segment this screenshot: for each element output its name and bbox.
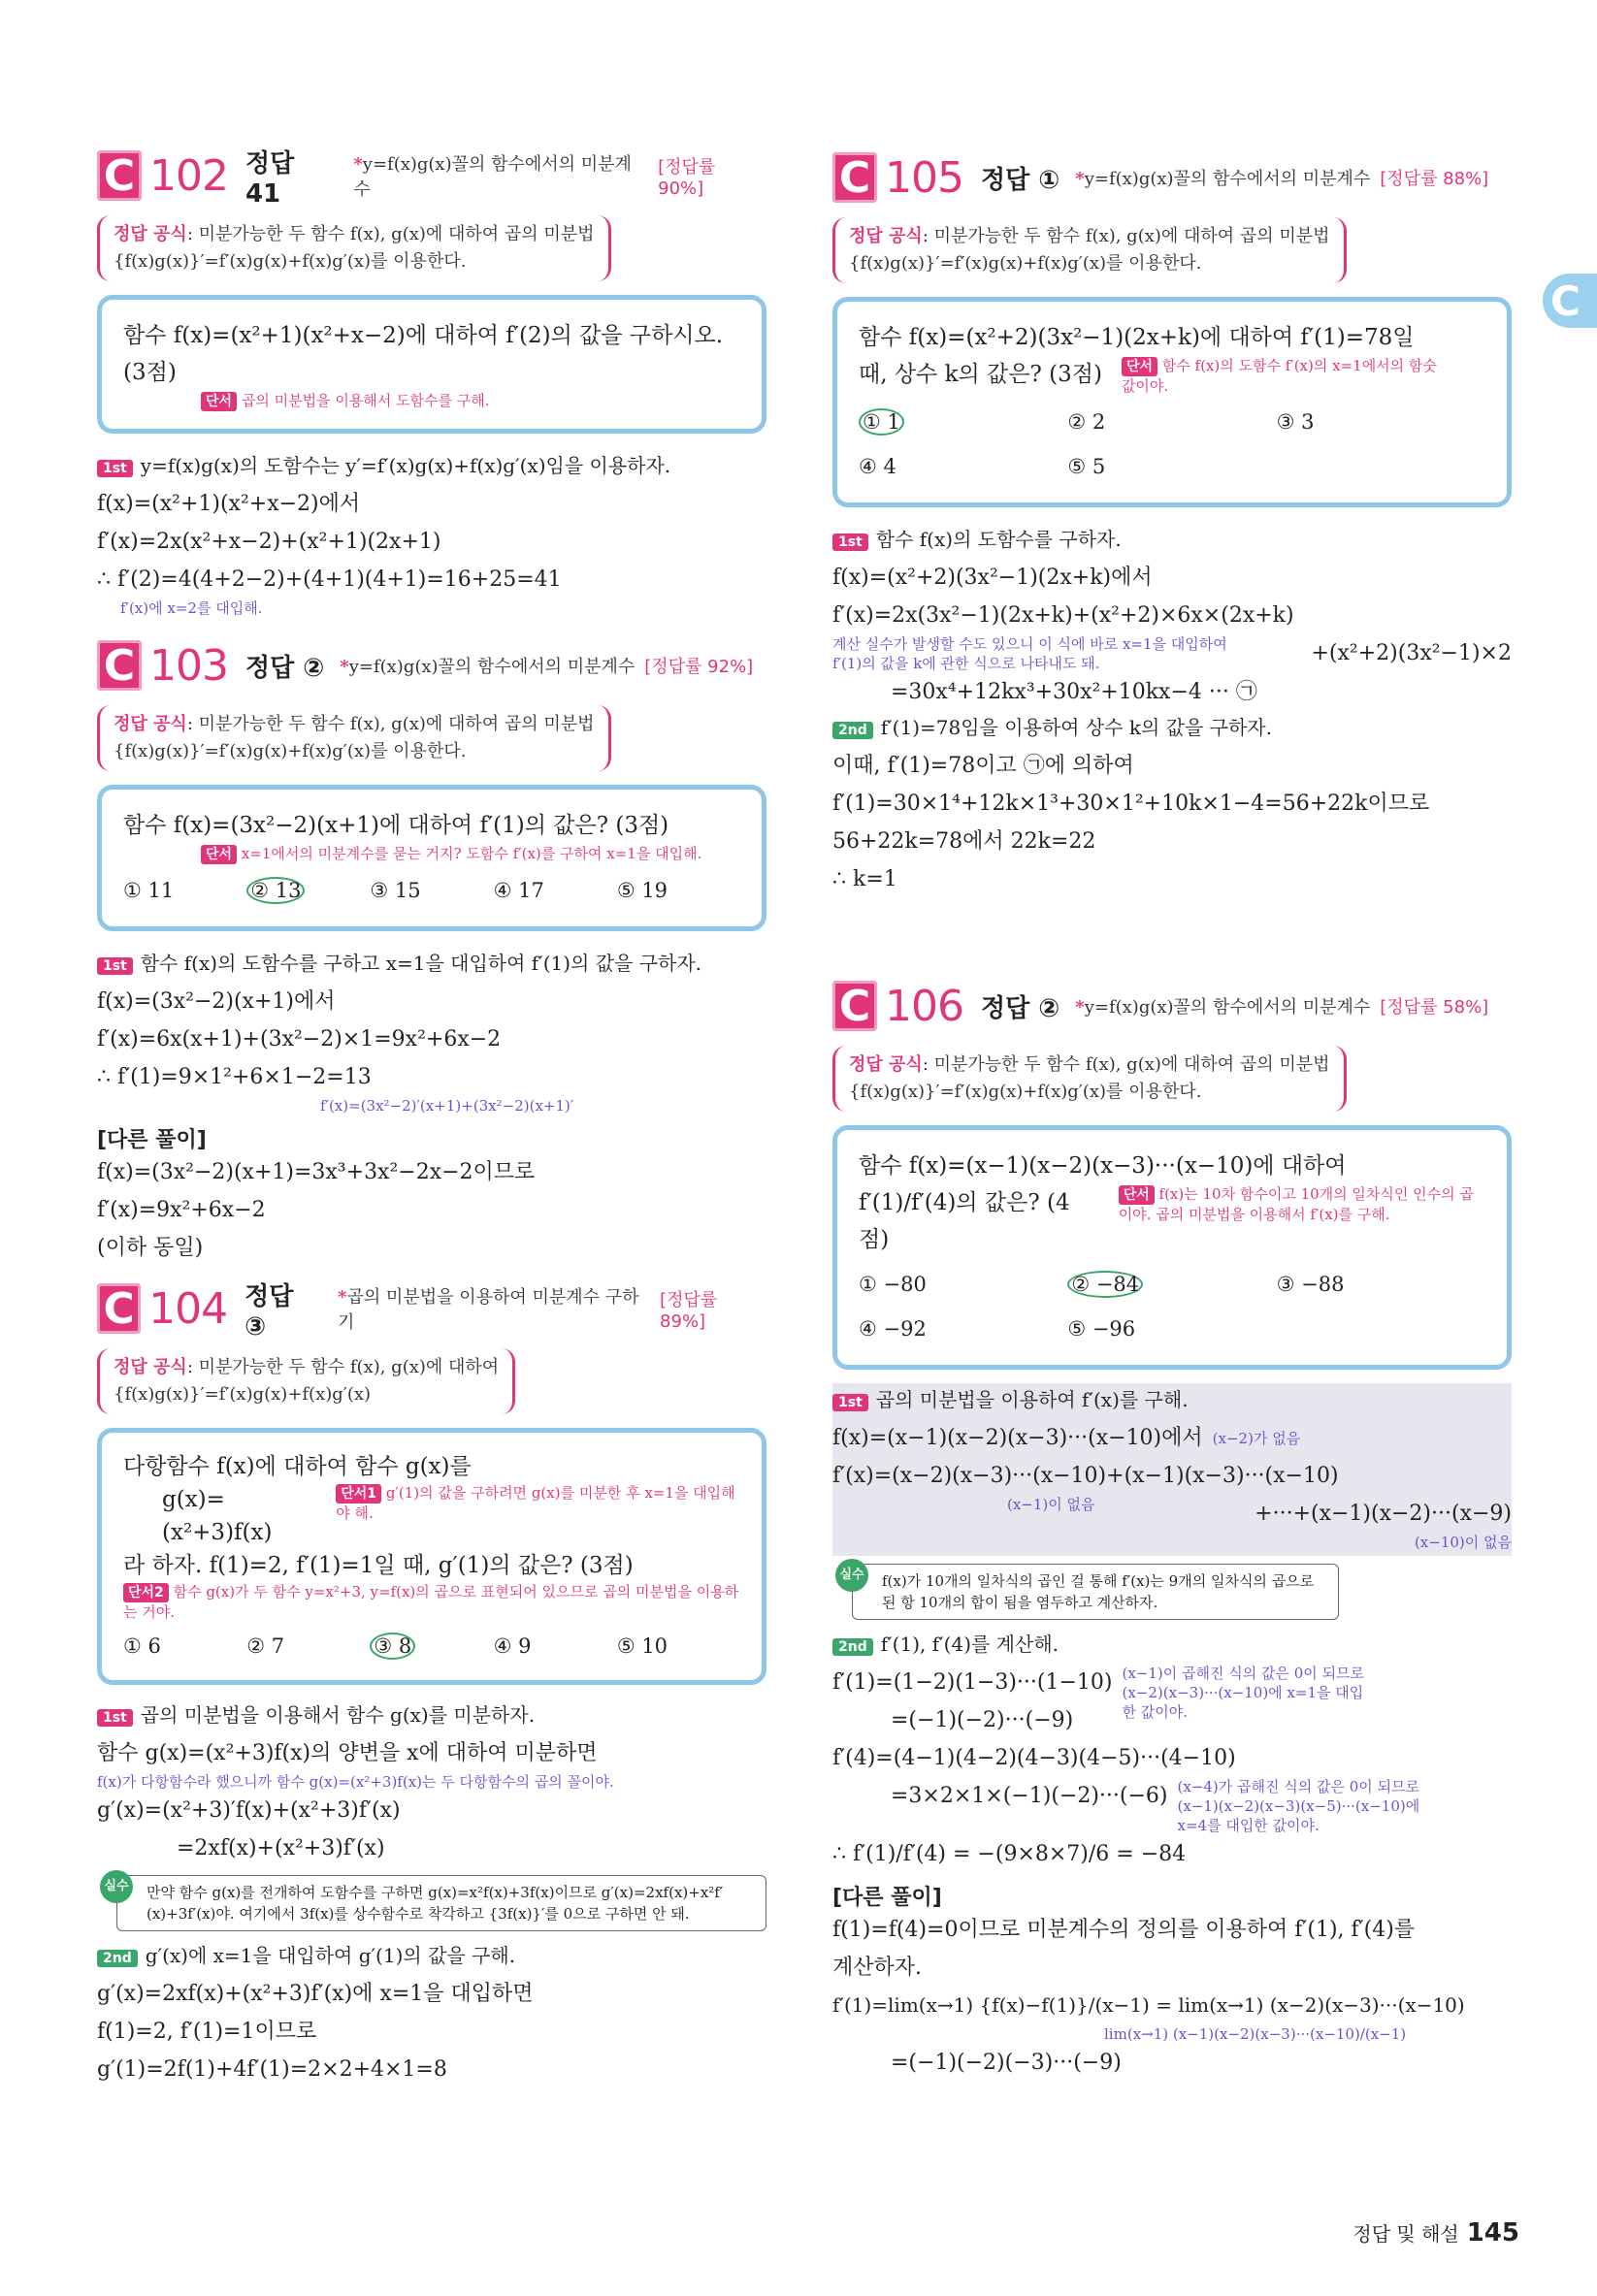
- sol-line: =3×2×1×(−1)(−2)···(−6): [891, 1784, 1168, 1808]
- sol-line: +···+(x−1)(x−2)···(x−9): [1255, 1502, 1512, 1526]
- topic: *곱의 미분법을 이용하여 미분계수 구하기: [338, 1287, 639, 1333]
- question-text: 때, 상수 k의 값은? (3점): [859, 362, 1102, 387]
- choice[interactable]: ④ 17: [493, 879, 544, 902]
- choice-correct[interactable]: ② 13: [246, 872, 370, 909]
- step1-text: y=f(x)g(x)의 도함수는 y′=f′(x)g(x)+f(x)g′(x)임을 이용하자.: [140, 454, 671, 477]
- choice[interactable]: ⑤ −96: [1067, 1317, 1136, 1341]
- sol-line: f′(1)=(1−2)(1−3)···(1−10): [832, 1670, 1113, 1695]
- choice[interactable]: ④ −92: [859, 1317, 927, 1341]
- side-tab: C: [1543, 274, 1597, 328]
- correct-rate: [정답률 92%]: [644, 657, 754, 677]
- step1-text: 곱의 미분법을 이용하여 f′(x)를 구해.: [875, 1388, 1189, 1411]
- sol-line: f(1)=2, f′(1)=1이므로: [97, 2020, 317, 2044]
- choice-correct[interactable]: ② −84: [1067, 1266, 1276, 1303]
- sol-note: (x−2)가 없음: [1212, 1429, 1301, 1447]
- choices: [859, 1266, 1485, 1303]
- question-text: 함수 f(x)=(3x²−2)(x+1)에 대하여 f′(1)의 값은? (3점): [123, 813, 669, 838]
- question-text: 함수 f(x)=(x²+2)(3x²−1)(2x+k)에 대하여 f′(1)=78일: [859, 325, 1415, 350]
- choice[interactable]: ③ 15: [370, 879, 421, 902]
- step2-text: f′(1)=78임을 이용하여 상수 k의 값을 구하자.: [880, 716, 1272, 739]
- answer: 정답 ②: [244, 653, 325, 683]
- sol-note: lim(x→1) (x−1)(x−2)(x−3)···(x−10)/(x−1): [1104, 2025, 1407, 2043]
- topic: *y=f(x)g(x)꼴의 함수에서의 미분계수: [340, 657, 636, 677]
- alt-solution-heading: [다른 풀이]: [97, 1128, 207, 1152]
- sol-line: ∴ f′(1)=9×1²+6×1−2=13: [97, 1065, 372, 1089]
- sol-line: ∴ k=1: [832, 867, 897, 891]
- page-number: 145: [1466, 2218, 1519, 2247]
- sol-line: ∴ f′(1)/f′(4) = −(9×8×7)/6 = −84: [832, 1842, 1187, 1866]
- choice[interactable]: ⑤ 10: [616, 1634, 668, 1658]
- choice[interactable]: ① 11: [123, 879, 175, 902]
- choice[interactable]: ③ −88: [1276, 1273, 1345, 1296]
- problem-number: 106: [885, 981, 963, 1031]
- hint-text: f(x)는 10차 함수이고 10개의 일차식인 인수의 곱이야. 곱의 미분법을 이용해서 f′(x)를 구해.: [1118, 1185, 1474, 1223]
- sol-line: f′(x)=2x(3x²−1)(2x+k)+(x²+2)×6x×(2x+k): [832, 603, 1294, 628]
- sol-line: f′(x)=6x(x+1)+(3x²−2)×1=9x²+6x−2: [97, 1027, 502, 1051]
- page-footer: [1353, 2218, 1519, 2247]
- sol-note: f(x)가 다항함수라 했으니까 함수 g(x)=(x²+3)f(x)는 두 다항함수의 곱의 꼴이야.: [97, 1773, 614, 1791]
- sol-note: (x−1)이 없음: [1007, 1496, 1095, 1513]
- question-text: f′(1)/f′(4)의 값은? (4점): [859, 1190, 1070, 1252]
- problem-number: 102: [148, 150, 228, 201]
- question-box: 함수 f(x)=(3x²−2)(x+1)에 대하여 f′(1)의 값은? (3점) 단서 x=1에서의 미분계수를 묻는 거지? 도함수 f′(x)를 구하여 x=1을 대입해. ① 11 ② 13 ③ 15 ④ 17 ⑤ 19: [97, 785, 766, 931]
- sol-line: 함수 g(x)=(x²+3)f(x)의 양변을 x에 대하여 미분하면: [97, 1741, 598, 1765]
- sol-line: 이때, f′(1)=78이고 ㉠에 의하여: [832, 754, 1134, 778]
- sol-line: f′(4)=(4−1)(4−2)(4−3)(4−5)···(4−10): [832, 1746, 1236, 1770]
- problem-102: C 102 정답 41 *y=f(x)g(x)꼴의 함수에서의 미분계수 [정답률 90%] 정답 공식: 미분가능한 두 함수 f(x), g(x)에 대하여 곱의 미분법 {f(x)g(x)}′=f′(x)g(x)+f(x)g′(x)를 이용한다. 함수 f(x)=(x²+1)(x²+x−2)에 대하여 f′(2)의 값을 구하시오. (3점) 단서 곱의 미분법을 이용해서 도함수를 구해. 1st y=f(x)g(x)의 도함수는 y′=f′(x)g(x)+f(x)g′(x)임을 이용하자. f(x)=(x²+1)(x²+x−2)에서 f′(x)=2x(x²+x−2)+(x²+1)(2x+1) ∴ f′(2)=4(4+2−2)+(4+1)(4+1)=16+25=41 f′(x)에 x=2를 대입해.: [97, 146, 766, 618]
- level-badge: C: [97, 150, 142, 201]
- sol-line: ∴ f′(2)=4(4+2−2)+(4+1)(4+1)=16+25=41: [97, 567, 562, 592]
- topic: *y=f(x)g(x)꼴의 함수에서의 미분계수: [353, 154, 632, 200]
- choices: [859, 404, 1485, 440]
- level-badge: C: [97, 1283, 141, 1334]
- answer: 정답 ①: [980, 165, 1060, 195]
- choice-correct[interactable]: ③ 8: [370, 1630, 493, 1663]
- choice[interactable]: ④ 9: [493, 1634, 532, 1658]
- alt-solution-heading: [다른 풀이]: [832, 1886, 942, 1910]
- sol-line: +(x²+2)(3x²−1)×2: [1311, 641, 1512, 665]
- level-badge: C: [832, 152, 877, 203]
- hint-text: x=1에서의 미분계수를 묻는 거지? 도함수 f′(x)를 구하여 x=1을 대입해.: [241, 845, 702, 862]
- sol-note: (x−10)이 없음: [1414, 1534, 1512, 1551]
- answer: 정답 ②: [980, 993, 1060, 1023]
- question-box: 함수 f(x)=(x²+1)(x²+x−2)에 대하여 f′(2)의 값을 구하시오. (3점) 단서 곱의 미분법을 이용해서 도함수를 구해.: [97, 295, 766, 434]
- sol-note: (x−4)가 곱해진 식의 값은 0이 되므로 (x−1)(x−2)(x−3)(x−5)···(x−10)에 x=4를 대입한 값이야.: [1177, 1778, 1420, 1834]
- sol-note: 계산 실수가 발생할 수도 있으니 이 식에 바로 x=1을 대입하여 f′(1)의 값을 k에 관한 식으로 나타내도 돼.: [832, 635, 1227, 672]
- question-box: 다항함수 f(x)에 대하여 함수 g(x)를 g(x)=(x²+3)f(x) 단서1 g′(1)의 값을 구하려면 g(x)를 미분한 후 x=1을 대입해야 해. 라 하자. f(1)=2, f′(1)=1일 때, g′(1)의 값은? (3점) 단서2 함수 g(x)가 두 함수 y=x²+3, y=f(x)의 곱으로 표현되어 있으므로 곱의 미분법을 이용하는 거야. ① 6 ② 7 ③ 8 ④ 9 ⑤ 10: [97, 1428, 766, 1685]
- answer-formula: 정답 공식: 미분가능한 두 함수 f(x), g(x)에 대하여 곱의 미분법 {f(x)g(x)}′=f′(x)g(x)+f(x)g′(x)를 이용한다.: [832, 217, 1347, 283]
- correct-rate: [정답률 88%]: [1380, 169, 1489, 189]
- sol-line: f(x)=(x²+2)(3x²−1)(2x+k)에서: [832, 566, 1153, 590]
- mistake-icon: 실수: [835, 1559, 868, 1592]
- choices: [859, 448, 1485, 485]
- sol-line: f′(1)=lim(x→1) {f(x)−f(1)}/(x−1) = lim(x→1) (x−2)(x−3)···(x−10): [832, 1993, 1465, 2017]
- sol-line: =(−1)(−2)(−3)···(−9): [891, 2051, 1122, 2075]
- sol-note: (x−1)이 곱해진 식의 값은 0이 되므로 (x−2)(x−3)···(x−10)에 x=1을 대입한 값이야.: [1122, 1665, 1365, 1721]
- sol-line: f′(x)=(x−2)(x−3)···(x−10)+(x−1)(x−3)···(x−10): [832, 1464, 1339, 1488]
- question-text: 다항함수 f(x)에 대하여 함수 g(x)를: [123, 1454, 472, 1479]
- question-text: 함수 f(x)=(x²+1)(x²+x−2)에 대하여 f′(2)의 값을 구하시오. (3점): [123, 323, 724, 385]
- question-text: 라 하자. f(1)=2, f′(1)=1일 때, g′(1)의 값은? (3점): [123, 1553, 634, 1578]
- choice[interactable]: ③ 3: [1276, 410, 1315, 434]
- choice-correct[interactable]: ① 1: [859, 404, 1067, 440]
- sol-note: f′(x)=(3x²−2)′(x+1)+(3x²−2)(x+1)′: [320, 1097, 574, 1115]
- problem-number: 105: [885, 152, 963, 203]
- answer-formula: 정답 공식: 미분가능한 두 함수 f(x), g(x)에 대하여 곱의 미분법 {f(x)g(x)}′=f′(x)g(x)+f(x)g′(x)를 이용한다.: [832, 1046, 1347, 1112]
- choices: [123, 872, 740, 909]
- level-badge: C: [832, 981, 877, 1031]
- sol-line: f′(x)=9x²+6x−2: [97, 1198, 266, 1222]
- topic: *y=f(x)g(x)꼴의 함수에서의 미분계수: [1075, 169, 1371, 189]
- question-box: 함수 f(x)=(x−1)(x−2)(x−3)···(x−10)에 대하여 f′(1)/f′(4)의 값은? (4점) 단서 f(x)는 10차 함수이고 10개의 일차식인 인수의 곱이야. 곱의 미분법을 이용해서 f′(x)를 구해. ① −80 ② −84 ③ −88 ④ −92 ⑤ −96: [832, 1125, 1512, 1370]
- choice[interactable]: ② 2: [1067, 410, 1106, 434]
- problem-number: 103: [149, 640, 228, 691]
- sol-line: (이하 동일): [97, 1236, 204, 1260]
- correct-rate: [정답률 58%]: [1380, 997, 1489, 1018]
- sol-line: f(x)=(x−1)(x−2)(x−3)···(x−10)에서: [832, 1426, 1203, 1450]
- sol-line: f(x)=(x²+1)(x²+x−2)에서: [97, 492, 361, 516]
- hint-text: 곱의 미분법을 이용해서 도함수를 구해.: [241, 392, 490, 409]
- answer-formula: 정답 공식: 미분가능한 두 함수 f(x), g(x)에 대하여 {f(x)g(x)}′=f′(x)g(x)+f(x)g′(x): [97, 1348, 515, 1414]
- sol-line: 계산하자.: [832, 1956, 923, 1980]
- mistake-note: 실수 만약 함수 g(x)를 전개하여 도함수를 구하면 g(x)=x²f(x)+3f(x)이므로 g′(x)=2xf(x)+x²f′(x)+3f′(x)야. 여기에서 3f(x)를 상수함수로 착각하고 {3f(x)}′를 0으로 구하면 안 돼.: [116, 1875, 766, 1931]
- correct-rate: [정답률 90%]: [658, 156, 716, 199]
- level-badge: C: [97, 640, 142, 691]
- choice[interactable]: ⑤ 5: [1067, 455, 1106, 478]
- answer: 정답 ③: [244, 1281, 294, 1342]
- sol-line: g′(x)=2xf(x)+(x²+3)f′(x)에 x=1을 대입하면: [97, 1982, 534, 2006]
- choices: [123, 1630, 740, 1663]
- choice[interactable]: ⑤ 19: [616, 879, 668, 902]
- question-box: 함수 f(x)=(x²+2)(3x²−1)(2x+k)에 대하여 f′(1)=78일 때, 상수 k의 값은? (3점) 단서 함수 f(x)의 도함수 f′(x)의 x=1에서의 함숫값이야. ① 1 ② 2 ③ 3 ④ 4 ⑤ 5: [832, 297, 1512, 507]
- answer-formula: 정답 공식: 미분가능한 두 함수 f(x), g(x)에 대하여 곱의 미분법 {f(x)g(x)}′=f′(x)g(x)+f(x)g′(x)를 이용한다.: [97, 705, 611, 771]
- sol-note: f′(x)에 x=2를 대입해.: [120, 599, 263, 617]
- sol-line: 56+22k=78에서 22k=22: [832, 829, 1096, 854]
- step2-text: f′(1), f′(4)를 계산해.: [880, 1633, 1059, 1656]
- hint-text: 함수 f(x)의 도함수 f′(x)의 x=1에서의 함숫값이야.: [1121, 357, 1437, 395]
- mistake-icon: 실수: [100, 1870, 133, 1903]
- step2-text: g′(x)에 x=1을 대입하여 g′(1)의 값을 구해.: [145, 1944, 516, 1967]
- sol-line: =(−1)(−2)···(−9): [891, 1708, 1074, 1732]
- choice[interactable]: ① 6: [123, 1634, 161, 1658]
- problem-106: C 106 정답 ② *y=f(x)g(x)꼴의 함수에서의 미분계수 [정답률 58%] 정답 공식: 미분가능한 두 함수 f(x), g(x)에 대하여 곱의 미분법 {f(x)g(x)}′=f′(x)g(x)+f(x)g′(x)를 이용한다. 함수 f(x)=(x−1)(x−2)(x−3)···(x−10)에 대하여 f′(1)/f′(4)의 값은? (4점) 단서 f(x)는 10차 함수이고 10개의 일차식인 인수의 곱이야. 곱의 미분법을 이용해서 f′(x)를 구해. ① −80 ② −84 ③ −88 ④ −92 ⑤ −96 1st 곱의 미분법을 이용하여 f′(x)를 구해. f(x)=(x−1)(x−2)(x−3)···(x−10)에서 (x−2)가 없음 f′(x)=(x−2)(x−3)···(x−10)+(x−1)(x−3)···(x−10) (x−1)이 없음 +···+(x−1)(x−2)···(x−9) (x−10)이 없음 실수 f(x)가 10개의 일차식의 곱인 걸 통해 f′(x)는 9개의 일차식의 곱으로 된 항 10개의 합이 됨을 염두하고 계산하자. 2nd f′(1), f′(4)를 계산해. f′(1)=(1−2)(1−3)···(1−10) =(−1)(−2)···(−9) (x−1)이 곱해진 식의 값은 0이 되므로 (x−2)(x−3)···(x−10)에 x=1을 대입한 값이야. f′(4)=(4−1)(4−2)(4−3)(4−5)···(4−10) =3×2×1×(−1)(−2)···(−6) (x−4)가 곱해진 식의 값은 0이 되므로 (x−1)(x−2)(x−3)(x−5)···(x−10)에 x=4를 대입한 값이야. ∴ f′(1)/f′(4) = −(9×8×7)/6 = −84 [다른 풀이] f(1)=f(4)=0이므로 미분계수의 정의를 이용하여 f′(1), f′(4)를 계산하자. f′(1)=lim(x→1) {f(x)−f(1)}/(x−1) = lim(x→1) (x−2)(x−3)···(x−10) lim(x→1) (x−1)(x−2)(x−3)···(x−10)/(x−1) =(−1)(−2)(−3)···(−9): [832, 976, 1512, 2082]
- sol-line: f′(1)=30×1⁴+12k×1³+30×1²+10k×1−4=56+22k이므로: [832, 792, 1430, 816]
- step1-text: 함수 f(x)의 도함수를 구하자.: [875, 528, 1122, 551]
- problem-number: 104: [148, 1283, 228, 1334]
- choice[interactable]: ④ 4: [859, 455, 896, 478]
- sol-line: f′(x)=2x(x²+x−2)+(x²+1)(2x+1): [97, 530, 441, 554]
- mistake-note: 실수 f(x)가 10개의 일차식의 곱인 걸 통해 f′(x)는 9개의 일차식의 곱으로 된 항 10개의 합이 됨을 염두하고 계산하자.: [852, 1564, 1339, 1620]
- problem-105: C 105 정답 ① *y=f(x)g(x)꼴의 함수에서의 미분계수 [정답률 88%] 정답 공식: 미분가능한 두 함수 f(x), g(x)에 대하여 곱의 미분법 {f(x)g(x)}′=f′(x)g(x)+f(x)g′(x)를 이용한다. 함수 f(x)=(x²+2)(3x²−1)(2x+k)에 대하여 f′(1)=78일 때, 상수 k의 값은? (3점) 단서 함수 f(x)의 도함수 f′(x)의 x=1에서의 함숫값이야. ① 1 ② 2 ③ 3 ④ 4 ⑤ 5 1st 함수 f(x)의 도함수를 구하자. f(x)=(x²+2)(3x²−1)(2x+k)에서 f′(x)=2x(3x²−1)(2x+k)+(x²+2)×6x×(2x+k) 계산 실수가 발생할 수도 있으니 이 식에 바로 x=1을 대입하여 f′(1)의 값을 k에 관한 식으로 나타내도 돼. +(x²+2)(3x²−1)×2 =30x⁴+12kx³+30x²+10kx−4 ··· ㉠ 2nd f′(1)=78임을 이용하여 상수 k의 값을 구하자. 이때, f′(1)=78이고 ㉠에 의하여 f′(1)=30×1⁴+12k×1³+30×1²+10k×1−4=56+22k이므로 56+22k=78에서 22k=22 ∴ k=1: [832, 147, 1512, 898]
- choice[interactable]: ② 7: [246, 1634, 285, 1658]
- hint-text: 함수 g(x)가 두 함수 y=x²+3, y=f(x)의 곱으로 표현되어 있으므로 곱의 미분법을 이용하는 거야.: [123, 1583, 739, 1621]
- hint-text: g′(1)의 값을 구하려면 g(x)를 미분한 후 x=1을 대입해야 해.: [336, 1484, 735, 1522]
- step1-text: 곱의 미분법을 이용해서 함수 g(x)를 미분하자.: [140, 1703, 536, 1727]
- sol-line: =30x⁴+12kx³+30x²+10kx−4 ··· ㉠: [891, 680, 1257, 704]
- sol-line: f(1)=f(4)=0이므로 미분계수의 정의를 이용하여 f′(1), f′(4)를: [832, 1918, 1416, 1942]
- question-text: 함수 f(x)=(x−1)(x−2)(x−3)···(x−10)에 대하여: [859, 1153, 1347, 1179]
- sol-line: g′(x)=(x²+3)′f(x)+(x²+3)f′(x): [97, 1798, 401, 1823]
- answer: 정답 41: [244, 148, 295, 209]
- problem-103: C 103 정답 ② *y=f(x)g(x)꼴의 함수에서의 미분계수 [정답률 92%] 정답 공식: 미분가능한 두 함수 f(x), g(x)에 대하여 곱의 미분법 {f(x)g(x)}′=f′(x)g(x)+f(x)g′(x)를 이용한다. 함수 f(x)=(3x²−2)(x+1)에 대하여 f′(1)의 값은? (3점) 단서 x=1에서의 미분계수를 묻는 거지? 도함수 f′(x)를 구하여 x=1을 대입해. ① 11 ② 13 ③ 15 ④ 17 ⑤ 19 1st 함수 f(x)의 도함수를 구하고 x=1을 대입하여 f′(1)의 값을 구하자. f(x)=(3x²−2)(x+1)에서 f′(x)=6x(x+1)+(3x²−2)×1=9x²+6x−2 ∴ f′(1)=9×1²+6×1−2=13 f′(x)=(3x²−2)′(x+1)+(3x²−2)(x+1)′ [다른 풀이] f(x)=(3x²−2)(x+1)=3x³+3x²−2x−2이므로 f′(x)=9x²+6x−2 (이하 동일): [97, 635, 766, 1267]
- correct-rate: [정답률 89%]: [660, 1289, 718, 1332]
- step1-text: 함수 f(x)의 도함수를 구하고 x=1을 대입하여 f′(1)의 값을 구하자.: [140, 952, 702, 975]
- sol-line: =2xf(x)+(x²+3)f′(x): [177, 1836, 385, 1860]
- sol-line: g′(1)=2f(1)+4f′(1)=2×2+4×1=8: [97, 2057, 447, 2082]
- topic: *y=f(x)g(x)꼴의 함수에서의 미분계수: [1075, 997, 1371, 1018]
- choice[interactable]: ① −80: [859, 1273, 927, 1296]
- footer-label: 정답 및 해설: [1353, 2222, 1459, 2246]
- choices: [859, 1310, 1485, 1347]
- problem-104: C 104 정답 ③ *곱의 미분법을 이용하여 미분계수 구하기 [정답률 89%] 정답 공식: 미분가능한 두 함수 f(x), g(x)에 대하여 {f(x)g(x)}′=f′(x)g(x)+f(x)g′(x) 다항함수 f(x)에 대하여 함수 g(x)를 g(x)=(x²+3)f(x) 단서1 g′(1)의 값을 구하려면 g(x)를 미분한 후 x=1을 대입해야 해. 라 하자. f(1)=2, f′(1)=1일 때, g′(1)의 값은? (3점) 단서2 함수 g(x)가 두 함수 y=x²+3, y=f(x)의 곱으로 표현되어 있으므로 곱의 미분법을 이용하는 거야. ① 6 ② 7 ③ 8 ④ 9 ⑤ 10 1st 곱의 미분법을 이용해서 함수 g(x)를 미분하자. 함수 g(x)=(x²+3)f(x)의 양변을 x에 대하여 미분하면 f(x)가 다항함수라 했으니까 함수 g(x)=(x²+3)f(x)는 두 다항함수의 곱의 꼴이야. g′(x)=(x²+3)′f(x)+(x²+3)f′(x) =2xf(x)+(x²+3)f′(x) 실수 만약 함수 g(x)를 전개하여 도함수를 구하면 g(x)=x²f(x)+3f(x)이므로 g′(x)=2xf(x)+x²f′(x)+3f′(x)야. 여기에서 3f(x)를 상수함수로 착각하고 {3f(x)}′를 0으로 구하면 안 돼. 2nd g′(x)에 x=1을 대입하여 g′(1)의 값을 구해. g′(x)=2xf(x)+(x²+3)f′(x)에 x=1을 대입하면 f(1)=2, f′(1)=1이므로 g′(1)=2f(1)+4f′(1)=2×2+4×1=8: [97, 1278, 766, 2088]
- answer-formula: 정답 공식: 미분가능한 두 함수 f(x), g(x)에 대하여 곱의 미분법 {f(x)g(x)}′=f′(x)g(x)+f(x)g′(x)를 이용한다.: [97, 215, 611, 281]
- sol-line: f(x)=(3x²−2)(x+1)=3x³+3x²−2x−2이므로: [97, 1160, 536, 1184]
- question-text: g(x)=(x²+3)f(x): [162, 1487, 273, 1545]
- sol-line: f(x)=(3x²−2)(x+1)에서: [97, 989, 336, 1014]
